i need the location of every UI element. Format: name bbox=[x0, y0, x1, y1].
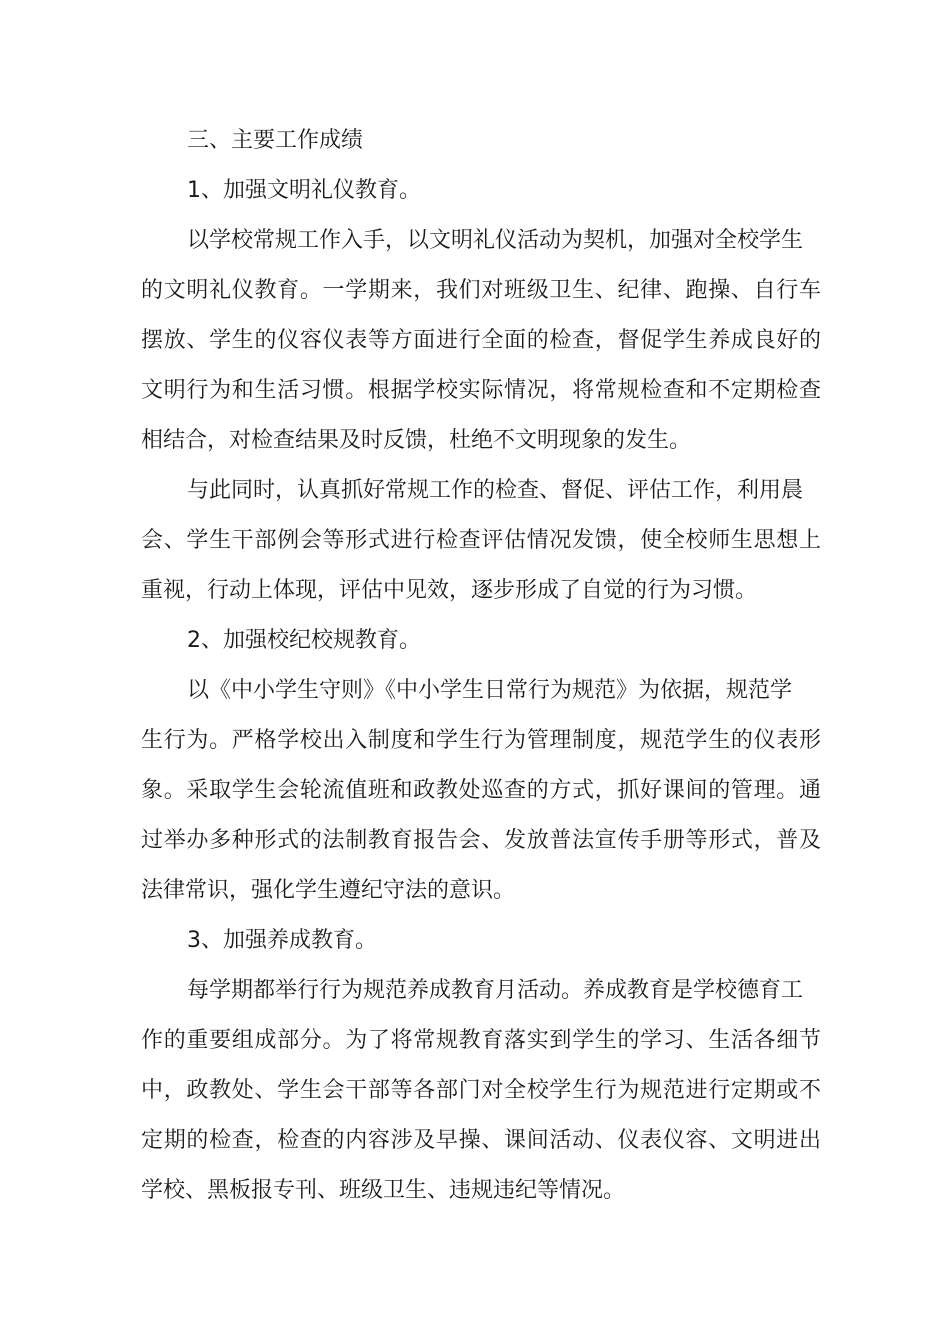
item1-para1-line1: 以学校常规工作入手，以文明礼仪活动为契机，加强对全校学生 bbox=[187, 228, 804, 253]
item1-para1-line4: 文明行为和生活习惯。根据学校实际情况，将常规检查和不定期检查 bbox=[141, 378, 821, 403]
item1-para1-line2: 的文明礼仪教育。一学期来，我们对班级卫生、纪律、跑操、自行车 bbox=[141, 278, 821, 303]
item3-para1-line4: 定期的检查，检查的内容涉及早操、课间活动、仪表仪容、文明进出 bbox=[141, 1128, 821, 1153]
item3-para1-line1: 每学期都举行行为规范养成教育月活动。养成教育是学校德育工 bbox=[187, 978, 804, 1003]
item1-para2-line1: 与此同时，认真抓好常规工作的检查、督促、评估工作，利用晨 bbox=[187, 478, 804, 503]
item1-para2-line3: 重视，行动上体现，评估中见效，逐步形成了自觉的行为习惯。 bbox=[141, 578, 758, 603]
item1-para2-line2: 会、学生干部例会等形式进行检查评估情况发馈，使全校师生思想上 bbox=[141, 528, 821, 553]
item2-para1-line3: 象。采取学生会轮流值班和政教处巡查的方式，抓好课间的管理。通 bbox=[141, 778, 821, 803]
section-heading: 三、主要工作成绩 bbox=[187, 128, 364, 153]
item2-para1-line5: 法律常识，强化学生遵纪守法的意识。 bbox=[141, 878, 516, 903]
item2-heading: 2、加强校纪校规教育。 bbox=[187, 628, 421, 653]
item1-para1-line5: 相结合，对检查结果及时反馈，杜绝不文明现象的发生。 bbox=[141, 428, 692, 453]
item3-para1-line5: 学校、黑板报专刊、班级卫生、违规违纪等情况。 bbox=[141, 1178, 626, 1203]
item1-heading: 1、加强文明礼仪教育。 bbox=[187, 178, 421, 203]
item2-para1-line4: 过举办多种形式的法制教育报告会、发放普法宣传手册等形式，普及 bbox=[141, 828, 821, 853]
item3-heading: 3、加强养成教育。 bbox=[187, 928, 377, 953]
item1-para1-line3: 摆放、学生的仪容仪表等方面进行全面的检查，督促学生养成良好的 bbox=[141, 328, 821, 353]
item3-para1-line3: 中，政教处、学生会干部等各部门对全校学生行为规范进行定期或不 bbox=[141, 1078, 821, 1103]
item2-para1-line1: 以《中小学生守则》《中小学生日常行为规范》为依据，规范学 bbox=[187, 678, 793, 703]
item3-para1-line2: 作的重要组成部分。为了将常规教育落实到学生的学习、生活各细节 bbox=[141, 1028, 821, 1053]
item2-para1-line2: 生行为。严格学校出入制度和学生行为管理制度，规范学生的仪表形 bbox=[141, 728, 821, 753]
